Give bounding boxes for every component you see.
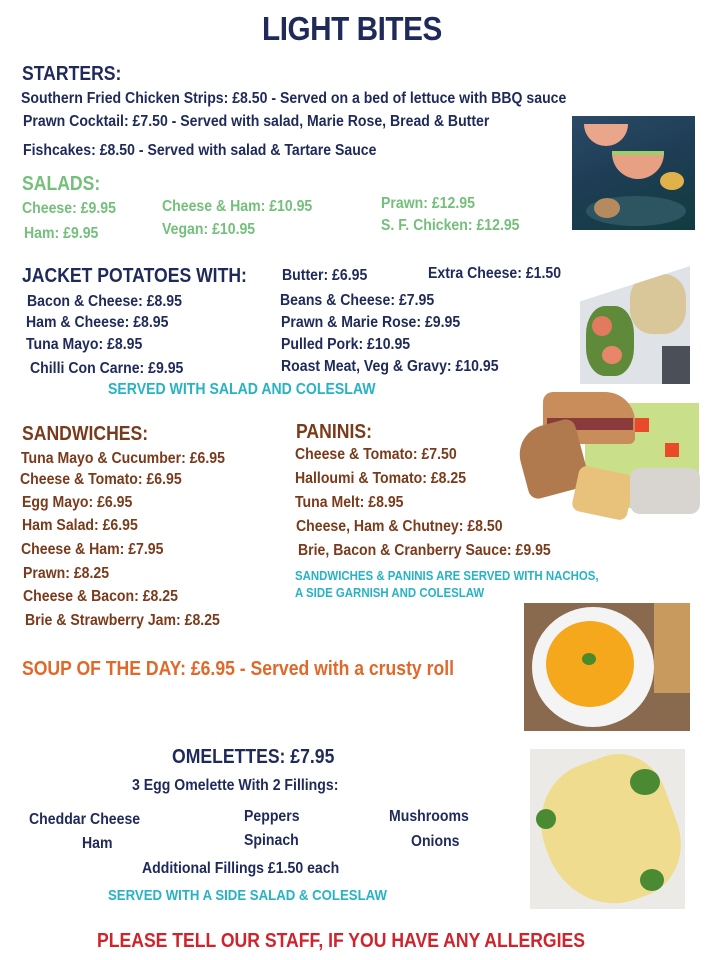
omelette-note: SERVED WITH A SIDE SALAD & COLESLAW xyxy=(108,887,387,904)
salad-item: Prawn: £12.95 xyxy=(381,195,475,212)
sandwich-item: Prawn: £8.25 xyxy=(23,565,110,582)
starters-heading: STARTERS: xyxy=(22,63,122,85)
sandwich-item: Brie & Strawberry Jam: £8.25 xyxy=(25,612,220,629)
omelette-additional: Additional Fillings £1.50 each xyxy=(142,860,340,877)
panini-item: Tuna Melt: £8.95 xyxy=(295,494,404,511)
omelette-filling: Onions xyxy=(411,833,460,850)
panini-item: Brie, Bacon & Cranberry Sauce: £9.95 xyxy=(298,542,551,559)
omelette-filling: Spinach xyxy=(244,832,299,849)
paninis-note-line1: SANDWICHES & PANINIS ARE SERVED WITH NACHOS, xyxy=(295,568,599,583)
omelette-filling: Peppers xyxy=(244,808,300,825)
jacket-butter: Butter: £6.95 xyxy=(282,267,368,284)
salads-heading: SALADS: xyxy=(22,173,101,195)
paninis-note-line2: A SIDE GARNISH AND COLESLAW xyxy=(295,585,485,600)
jacket-potatoes-heading: JACKET POTATOES WITH: xyxy=(22,265,247,287)
sandwich-item: Ham Salad: £6.95 xyxy=(22,517,138,534)
soup-image xyxy=(524,603,690,731)
sandwich-item: Tuna Mayo & Cucumber: £6.95 xyxy=(21,450,225,467)
starter-item: Prawn Cocktail: £7.50 - Served with salad, Marie Rose, Bread & Butter xyxy=(23,113,490,130)
sandwich-item: Cheese & Ham: £7.95 xyxy=(21,541,164,558)
jacket-extra-cheese: Extra Cheese: £1.50 xyxy=(428,265,562,282)
starter-item: Southern Fried Chicken Strips: £8.50 - Served on a bed of lettuce with BBQ sauce xyxy=(21,90,567,107)
sandwich-item: Cheese & Bacon: £8.25 xyxy=(23,588,178,605)
panini-image xyxy=(515,388,700,520)
salad-item: Vegan: £10.95 xyxy=(162,221,256,238)
jacket-item: Roast Meat, Veg & Gravy: £10.95 xyxy=(281,358,499,375)
sandwiches-heading: SANDWICHES: xyxy=(22,423,149,445)
sandwich-item: Cheese & Tomato: £6.95 xyxy=(20,471,182,488)
panini-item: Cheese & Tomato: £7.50 xyxy=(295,446,457,463)
salad-item: Cheese: £9.95 xyxy=(22,200,116,217)
panini-item: Cheese, Ham & Chutney: £8.50 xyxy=(296,518,503,535)
paninis-heading: PANINIS: xyxy=(296,421,372,443)
omelette-filling: Cheddar Cheese xyxy=(29,811,141,828)
omelette-filling: Ham xyxy=(82,835,113,852)
soup-of-the-day: SOUP OF THE DAY: £6.95 - Served with a crusty roll xyxy=(22,658,454,680)
salad-item: S. F. Chicken: £12.95 xyxy=(381,217,520,234)
jacket-potato-image xyxy=(580,266,690,384)
salad-item: Ham: £9.95 xyxy=(24,225,99,242)
prawn-cocktail-image xyxy=(572,116,695,230)
jacket-item: Pulled Pork: £10.95 xyxy=(281,336,411,353)
starter-item: Fishcakes: £8.50 - Served with salad & Tartare Sauce xyxy=(23,142,377,159)
jacket-item: Ham & Cheese: £8.95 xyxy=(26,314,169,331)
jacket-item: Tuna Mayo: £8.95 xyxy=(26,336,143,353)
omelettes-heading: OMELETTES: £7.95 xyxy=(172,746,335,768)
allergy-notice: PLEASE TELL OUR STAFF, IF YOU HAVE ANY ALLERGIES xyxy=(97,930,585,952)
jacket-item: Chilli Con Carne: £9.95 xyxy=(30,360,184,377)
omelette-filling: Mushrooms xyxy=(389,808,469,825)
omelette-image xyxy=(530,749,685,909)
jacket-note: SERVED WITH SALAD AND COLESLAW xyxy=(108,381,376,398)
jacket-item: Bacon & Cheese: £8.95 xyxy=(27,293,182,310)
panini-item: Halloumi & Tomato: £8.25 xyxy=(295,470,467,487)
omelettes-subheading: 3 Egg Omelette With 2 Fillings: xyxy=(132,777,339,794)
page-title: LIGHT BITES xyxy=(262,10,442,47)
salad-item: Cheese & Ham: £10.95 xyxy=(162,198,313,215)
sandwich-item: Egg Mayo: £6.95 xyxy=(22,494,133,511)
jacket-item: Beans & Cheese: £7.95 xyxy=(280,292,435,309)
jacket-item: Prawn & Marie Rose: £9.95 xyxy=(281,314,461,331)
